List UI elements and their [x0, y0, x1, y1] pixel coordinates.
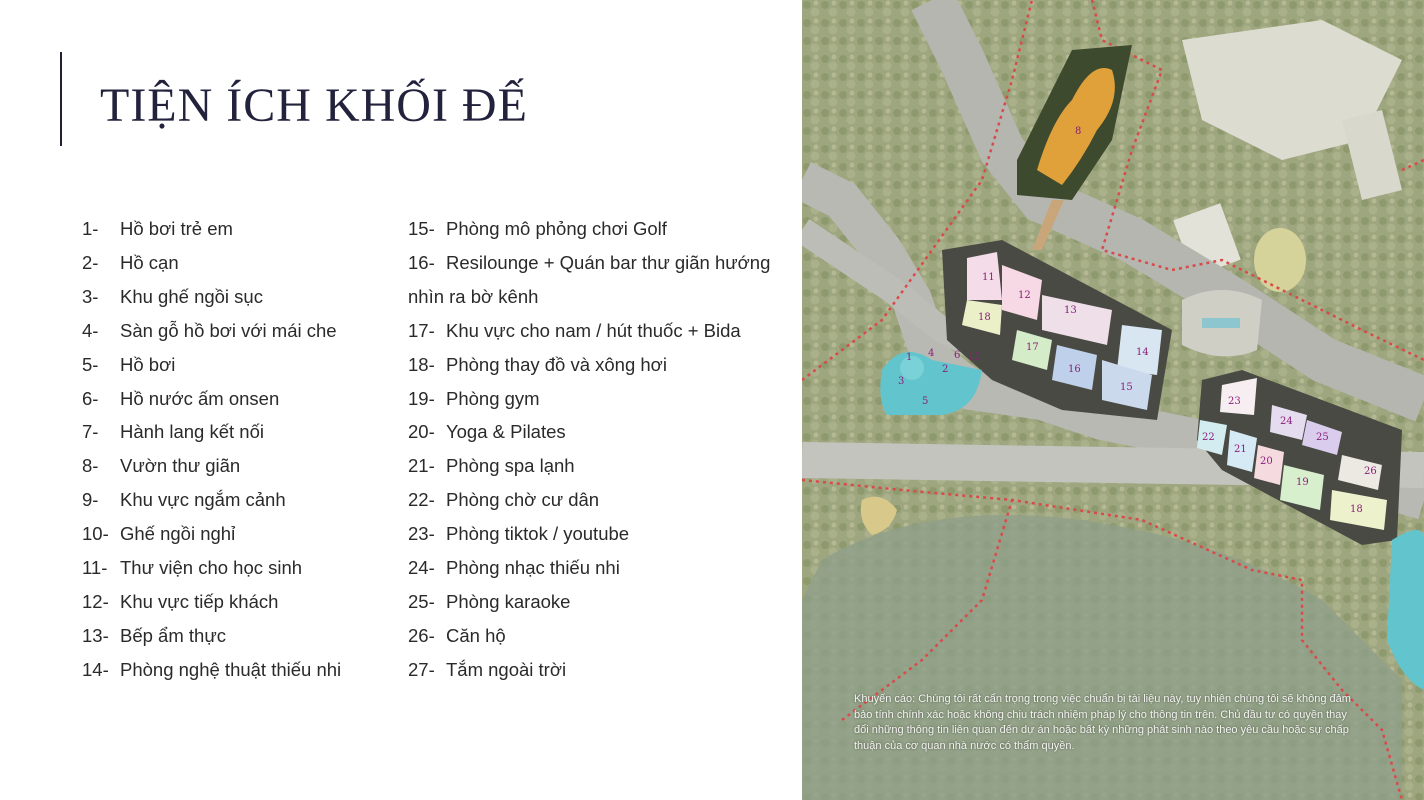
map-label-13: 13: [1064, 305, 1077, 316]
amenity-number: 3-: [82, 285, 99, 307]
amenity-number: 19-: [408, 387, 435, 409]
site-plan-illustration: [802, 0, 1424, 800]
amenity-label: Hồ bơi trẻ em: [120, 218, 233, 239]
map-label-21: 21: [1234, 444, 1247, 455]
amenity-number: 24-: [408, 557, 435, 579]
amenity-item: [82, 449, 402, 483]
amenity-number: 12-: [82, 590, 109, 612]
amenity-label: Sàn gỗ hồ bơi với mái che: [120, 319, 337, 341]
amenity-label: Yoga & Pilates: [446, 421, 566, 443]
map-label-20: 20: [1260, 456, 1273, 467]
amenity-label: Vườn thư giãn: [120, 455, 241, 477]
amenity-label: Khu ghế ngồi sục: [120, 285, 263, 307]
amenity-number: 11-: [82, 557, 108, 579]
amenity-number: 14-: [82, 658, 109, 680]
map-label-14: 14: [1136, 347, 1149, 358]
amenity-item: [408, 449, 793, 483]
amenity-number: 5-: [82, 353, 99, 375]
amenity-label: Thư viện cho học sinh: [120, 557, 303, 579]
amenity-item: [408, 619, 793, 653]
amenity-number: 8-: [82, 455, 99, 477]
map-label-6: 6: [954, 350, 961, 361]
title-accent-line: [60, 52, 62, 146]
amenity-number: 4-: [82, 319, 99, 341]
amenity-item: [82, 314, 402, 348]
amenity-label: Hồ cạn: [120, 251, 179, 273]
amenity-item: [82, 415, 402, 449]
map-label-5: 5: [922, 396, 929, 407]
amenity-number: 27-: [408, 658, 435, 680]
amenity-item: [408, 382, 793, 416]
disclaimer-text: Khuyến cáo: Chúng tôi rất cẩn trọng trong việc chuẩn bị tài liệu này, tuy nhiên chúng tôi sẽ không đảm bảo tính chính xác hoặc không chịu trách nhiệm pháp lý cho thông tin trên. Chủ đầu tư có quyền thay đổi những thông tin liên quan đến dự án hoặc bất kỳ những phát sinh nào theo yêu cầu hoặc sự chấp thuận của cơ quan nhà nước có thẩm quyền.: [854, 693, 1351, 752]
map-label-11: 11: [982, 272, 995, 283]
amenity-item: [82, 585, 402, 619]
amenity-number: 10-: [82, 523, 109, 545]
amenity-label: Bếp ẩm thực: [120, 624, 226, 646]
map-label-12: 12: [1018, 290, 1031, 301]
amenity-number: 13-: [82, 624, 109, 646]
amenity-label: Phòng karaoke: [446, 590, 571, 612]
map-label-16: 16: [1068, 364, 1081, 375]
amenity-number: 26-: [408, 624, 435, 646]
amenity-item: [82, 212, 402, 246]
amenity-item: [82, 653, 402, 687]
amenity-item: [408, 551, 793, 585]
amenity-item: [82, 246, 402, 280]
amenity-label: Resilounge + Quán bar thư giãn hướng: [446, 251, 771, 273]
amenity-label: Phòng nghệ thuật thiếu nhi: [120, 658, 342, 680]
map-label-23: 23: [1228, 396, 1241, 407]
amenity-item: [408, 314, 793, 348]
amenity-label: Khu vực cho nam / hút thuốc + Bida: [446, 319, 741, 341]
amenity-label: Phòng thay đồ và xông hơi: [446, 353, 667, 375]
amenity-item: [82, 517, 402, 551]
amenity-item: [408, 585, 793, 619]
amenity-label: Phòng spa lạnh: [446, 455, 575, 477]
amenity-label: Hành lang kết nối: [120, 421, 264, 443]
amenity-item: [82, 619, 402, 653]
amenity-item: [408, 517, 793, 551]
amenity-item: [408, 483, 793, 517]
map-label-2: 2: [942, 364, 949, 375]
map-label-22: 22: [1202, 432, 1215, 443]
site-plan-map: [802, 0, 1424, 800]
amenity-number: 17-: [408, 319, 435, 341]
amenity-item: [82, 280, 402, 314]
amenity-number: 18-: [408, 353, 435, 375]
amenity-number: 22-: [408, 489, 435, 511]
amenity-number: 6-: [82, 387, 99, 409]
amenity-number: 16-: [408, 251, 435, 273]
amenity-label: Hồ nước ấm onsen: [120, 387, 280, 409]
amenity-list-left: [82, 212, 402, 687]
page-title: TIỆN ÍCH KHỐI ĐẾ: [100, 79, 528, 132]
amenity-label: Khu vực tiếp khách: [120, 590, 279, 612]
amenity-item: [82, 382, 402, 416]
small-pond: [1254, 228, 1306, 292]
amenity-number: 25-: [408, 590, 435, 612]
map-label-19: 19: [1296, 477, 1309, 488]
amenity-list-right: [408, 212, 793, 687]
amenity-label: Phòng mô phỏng chơi Golf: [446, 218, 667, 239]
amenity-item: [408, 212, 793, 246]
amenity-item: [408, 653, 793, 687]
plaza-water-feature: [1202, 318, 1240, 328]
amenity-item: [82, 348, 402, 382]
amenity-label: Căn hộ: [446, 624, 506, 646]
map-label-4: 4: [928, 348, 935, 359]
amenity-number: 2-: [82, 251, 99, 273]
map-label-17: 17: [1026, 342, 1039, 353]
map-label-15: 15: [1120, 382, 1133, 393]
map-label-18-east: 18: [1350, 504, 1363, 515]
amenity-label: Khu vực ngắm cảnh: [120, 489, 286, 511]
map-label-3: 3: [898, 376, 905, 387]
map-label-18-west: 18: [978, 312, 991, 323]
amenity-number: 7-: [82, 421, 99, 443]
amenity-label: Ghế ngồi nghỉ: [120, 523, 236, 545]
map-label-10: 10: [968, 352, 981, 363]
amenity-item: [408, 246, 793, 280]
amenity-label: Phòng gym: [446, 387, 540, 409]
map-label-25: 25: [1316, 432, 1329, 443]
amenity-item: [82, 483, 402, 517]
amenity-number: 9-: [82, 489, 99, 511]
amenity-number: 20-: [408, 421, 435, 443]
map-label-1: 1: [906, 352, 913, 363]
amenity-label: Phòng tiktok / youtube: [446, 523, 630, 545]
amenity-label: Phòng nhạc thiếu nhi: [446, 557, 620, 579]
amenity-item: [408, 415, 793, 449]
map-label-26: 26: [1364, 466, 1377, 477]
amenity-number: 21-: [408, 455, 435, 477]
amenity-label: Tắm ngoài trời: [446, 658, 567, 680]
amenity-label: Hồ bơi: [120, 353, 176, 375]
amenity-number: 1-: [82, 218, 99, 239]
map-label-8: 8: [1075, 126, 1082, 137]
amenity-item: [408, 348, 793, 382]
map-label-24: 24: [1280, 416, 1293, 427]
amenity-label-continuation: nhìn ra bờ kênh: [408, 285, 539, 307]
amenity-item: [82, 551, 402, 585]
amenity-number: 23-: [408, 523, 435, 545]
amenity-label: Phòng chờ cư dân: [446, 489, 600, 511]
amenity-number: 15-: [408, 218, 435, 239]
